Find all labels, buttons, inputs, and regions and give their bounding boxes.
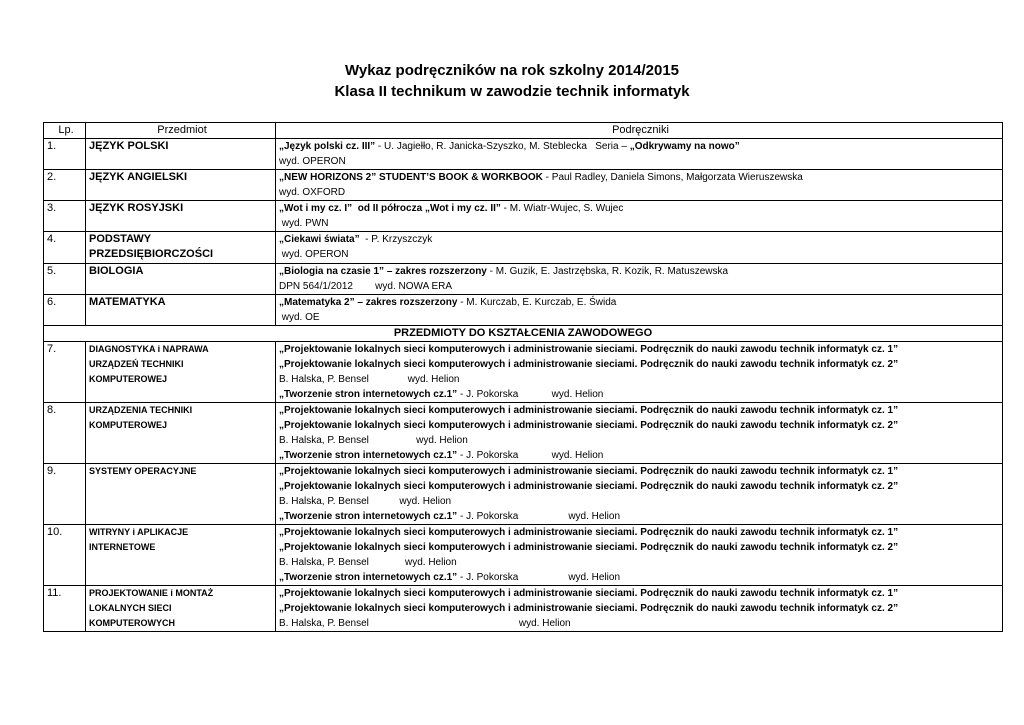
textbook-details: - Paul Radley, Daniela Simons, Małgorzata Wieruszewska [542, 172, 803, 183]
textbook-line [279, 357, 1002, 372]
table-header-row [44, 123, 1003, 139]
table-row [44, 139, 1003, 170]
textbook-line [279, 418, 1002, 433]
textbooks-cell [276, 201, 1003, 232]
row-number: 11. [44, 586, 86, 632]
row-number: 6. [44, 295, 86, 326]
textbook-title: „Wot i my cz. I” od II półrocza „Wot i my cz. II” [279, 203, 501, 214]
row-number: 8. [44, 403, 86, 464]
textbook-details: B. Halska, P. Bensel wyd. Helion [279, 435, 468, 446]
textbooks-cell [276, 295, 1003, 326]
textbook-details: wyd. PWN [279, 218, 329, 229]
subject-name-line: KOMPUTEROWEJ [89, 374, 168, 384]
textbook-details: B. Halska, P. Bensel wyd. Helion [279, 557, 457, 568]
subject-cell [86, 464, 276, 525]
row-number: 2. [44, 170, 86, 201]
textbooks-cell [276, 170, 1003, 201]
textbook-line [279, 264, 1002, 279]
row-number: 4. [44, 232, 86, 264]
textbook-details: wyd. OXFORD [279, 187, 346, 198]
table-row [44, 342, 1003, 403]
textbook-line [279, 525, 1002, 540]
table-row [44, 170, 1003, 201]
subject-cell [86, 403, 276, 464]
textbook-line [279, 139, 1002, 154]
textbook-line [279, 494, 1002, 509]
textbook-line [279, 342, 1002, 357]
textbook-title: „NEW HORIZONS 2” STUDENT’S BOOK & WORKBOOK [279, 172, 543, 183]
textbook-line [279, 170, 1002, 185]
textbooks-cell [276, 264, 1003, 295]
table-row [44, 464, 1003, 525]
row-number: 3. [44, 201, 86, 232]
textbook-details: B. Halska, P. Bensel wyd. Helion [279, 374, 460, 385]
textbook-line [279, 479, 1002, 494]
textbook-details: wyd. OPERON [279, 156, 346, 167]
textbook-line [279, 601, 1002, 616]
textbook-line [279, 154, 1002, 169]
textbooks-cell [276, 525, 1003, 586]
subject-name-line: URZĄDZEŃ TECHNIKI [89, 359, 184, 369]
textbook-line [279, 247, 1002, 262]
row-number: 7. [44, 342, 86, 403]
textbook-title: „Język polski cz. III” [279, 141, 376, 152]
title-line-2: Klasa II technikum w zawodzie technik informatyk [334, 83, 690, 100]
textbook-details: - J. Pokorska wyd. Helion [457, 450, 604, 461]
subject-cell [86, 264, 276, 295]
textbook-line [279, 201, 1002, 216]
textbook-line [279, 216, 1002, 231]
textbook-line [279, 403, 1002, 418]
subject-name-line: KOMPUTEROWEJ [89, 420, 168, 430]
subject-cell [86, 170, 276, 201]
textbook-details: - M. Wiatr-Wujec, S. Wujec [500, 203, 624, 214]
textbook-line [279, 279, 1002, 294]
textbooks-cell [276, 586, 1003, 632]
textbook-line [279, 448, 1002, 463]
textbook-details: - J. Pokorska wyd. Helion [457, 511, 621, 522]
textbook-details: wyd. OE [279, 312, 320, 323]
textbook-details: - J. Pokorska wyd. Helion [457, 572, 621, 583]
header-subject: Przedmiot [86, 123, 276, 139]
subject-name-line: PROJEKTOWANIE i MONTAŻ [89, 588, 214, 598]
table-row [44, 525, 1003, 586]
textbook-title: „Tworzenie stron internetowych cz.1” [279, 389, 458, 400]
subject-cell [86, 586, 276, 632]
table-row [44, 264, 1003, 295]
row-number: 10. [44, 525, 86, 586]
row-number: 9. [44, 464, 86, 525]
subject-name-line: PODSTAWY [89, 233, 152, 245]
row-number: 5. [44, 264, 86, 295]
textbooks-cell [276, 342, 1003, 403]
table-row [44, 295, 1003, 326]
subject-name-line: MATEMATYKA [89, 296, 166, 308]
textbook-title: „Projektowanie lokalnych sieci komputerowych i administrowanie sieciami. Podręcznik do nauki zawodu technik informatyk cz. 1” [279, 405, 899, 416]
table-row [44, 201, 1003, 232]
textbook-title: „Projektowanie lokalnych sieci komputerowych i administrowanie sieciami. Podręcznik do nauki zawodu technik informatyk cz. 2” [279, 359, 899, 370]
title-line-1: Wykaz podręczników na rok szkolny 2014/2015 [344, 62, 680, 79]
section-header-row [44, 326, 1003, 342]
textbook-title: „Odkrywamy na nowo” [629, 141, 740, 152]
textbook-line [279, 232, 1002, 247]
textbook-line [279, 586, 1002, 601]
subject-name-line: JĘZYK POLSKI [89, 140, 169, 152]
textbook-details: - P. Krzyszczyk [359, 234, 433, 245]
textbook-details: - M. Guzik, E. Jastrzębska, R. Kozik, R. Matuszewska [486, 266, 729, 277]
textbooks-cell [276, 232, 1003, 264]
subject-cell [86, 139, 276, 170]
document-title [0, 60, 1024, 102]
subject-name-line: BIOLOGIA [89, 265, 144, 277]
subject-cell [86, 342, 276, 403]
textbook-table [43, 122, 1003, 632]
table-row [44, 403, 1003, 464]
table-row [44, 586, 1003, 632]
textbook-title: „Tworzenie stron internetowych cz.1” [279, 572, 458, 583]
textbook-title: „Projektowanie lokalnych sieci komputerowych i administrowanie sieciami. Podręcznik do nauki zawodu technik informatyk cz. 2” [279, 481, 899, 492]
subject-name-line: URZĄDZENIA TECHNIKI [89, 405, 193, 415]
textbook-line [279, 372, 1002, 387]
textbook-title: „Ciekawi świata” [279, 234, 360, 245]
textbook-details: wyd. OPERON [279, 249, 349, 260]
textbook-title: „Projektowanie lokalnych sieci komputerowych i administrowanie sieciami. Podręcznik do nauki zawodu technik informatyk cz. 2” [279, 603, 899, 614]
textbook-line [279, 555, 1002, 570]
header-books: Podręczniki [276, 123, 1003, 139]
textbook-title: „Tworzenie stron internetowych cz.1” [279, 450, 458, 461]
textbook-title: „Projektowanie lokalnych sieci komputerowych i administrowanie sieciami. Podręcznik do nauki zawodu technik informatyk cz. 1” [279, 527, 899, 538]
textbook-title: „Projektowanie lokalnych sieci komputerowych i administrowanie sieciami. Podręcznik do nauki zawodu technik informatyk cz. 1” [279, 344, 899, 355]
table-row [44, 232, 1003, 264]
subject-name-line: PRZEDSIĘBIORCZOŚCI [89, 248, 214, 260]
subject-name-line: LOKALNYCH SIECI [89, 603, 172, 613]
textbook-title: „Tworzenie stron internetowych cz.1” [279, 511, 458, 522]
textbook-line [279, 387, 1002, 402]
textbooks-cell [276, 464, 1003, 525]
textbook-title: „Projektowanie lokalnych sieci komputerowych i administrowanie sieciami. Podręcznik do nauki zawodu technik informatyk cz. 1” [279, 588, 899, 599]
textbook-line [279, 616, 1002, 631]
header-lp: Lp. [44, 123, 86, 139]
subject-name-line: SYSTEMY OPERACYJNE [89, 466, 197, 476]
row-number: 1. [44, 139, 86, 170]
textbook-title: „Projektowanie lokalnych sieci komputerowych i administrowanie sieciami. Podręcznik do nauki zawodu technik informatyk cz. 2” [279, 420, 899, 431]
textbook-details: B. Halska, P. Bensel wyd. Helion [279, 618, 571, 629]
textbook-line [279, 540, 1002, 555]
subject-name-line: KOMPUTEROWYCH [89, 618, 175, 628]
section-title: PRZEDMIOTY DO KSZTAŁCENIA ZAWODOWEGO [44, 326, 1003, 342]
textbook-line [279, 433, 1002, 448]
textbook-line [279, 464, 1002, 479]
textbook-details: - J. Pokorska wyd. Helion [457, 389, 604, 400]
subject-cell [86, 525, 276, 586]
textbook-details: - M. Kurczab, E. Kurczab, E. Świda [457, 297, 617, 308]
textbook-details: - U. Jagiełło, R. Janicka-Szyszko, M. Steblecka Seria – [375, 141, 630, 152]
textbook-title: „Projektowanie lokalnych sieci komputerowych i administrowanie sieciami. Podręcznik do nauki zawodu technik informatyk cz. 2” [279, 542, 899, 553]
textbook-details: B. Halska, P. Bensel wyd. Helion [279, 496, 452, 507]
textbook-title: „Biologia na czasie 1” – zakres rozszerzony [279, 266, 487, 277]
textbooks-cell [276, 139, 1003, 170]
subject-name-line: INTERNETOWE [89, 542, 156, 552]
textbook-details: DPN 564/1/2012 wyd. NOWA ERA [279, 281, 453, 292]
textbooks-cell [276, 403, 1003, 464]
textbook-line [279, 509, 1002, 524]
textbook-title: „Matematyka 2” – zakres rozszerzony [279, 297, 458, 308]
subject-name-line: JĘZYK ANGIELSKI [89, 171, 187, 183]
subject-name-line: JĘZYK ROSYJSKI [89, 202, 184, 214]
textbook-line [279, 310, 1002, 325]
textbook-title: „Projektowanie lokalnych sieci komputerowych i administrowanie sieciami. Podręcznik do nauki zawodu technik informatyk cz. 1” [279, 466, 899, 477]
textbook-line [279, 570, 1002, 585]
subject-cell [86, 232, 276, 264]
subject-cell [86, 201, 276, 232]
subject-name-line: WITRYNY i APLIKACJE [89, 527, 189, 537]
subject-name-line: DIAGNOSTYKA i NAPRAWA [89, 344, 209, 354]
textbook-line [279, 185, 1002, 200]
subject-cell [86, 295, 276, 326]
textbook-line [279, 295, 1002, 310]
